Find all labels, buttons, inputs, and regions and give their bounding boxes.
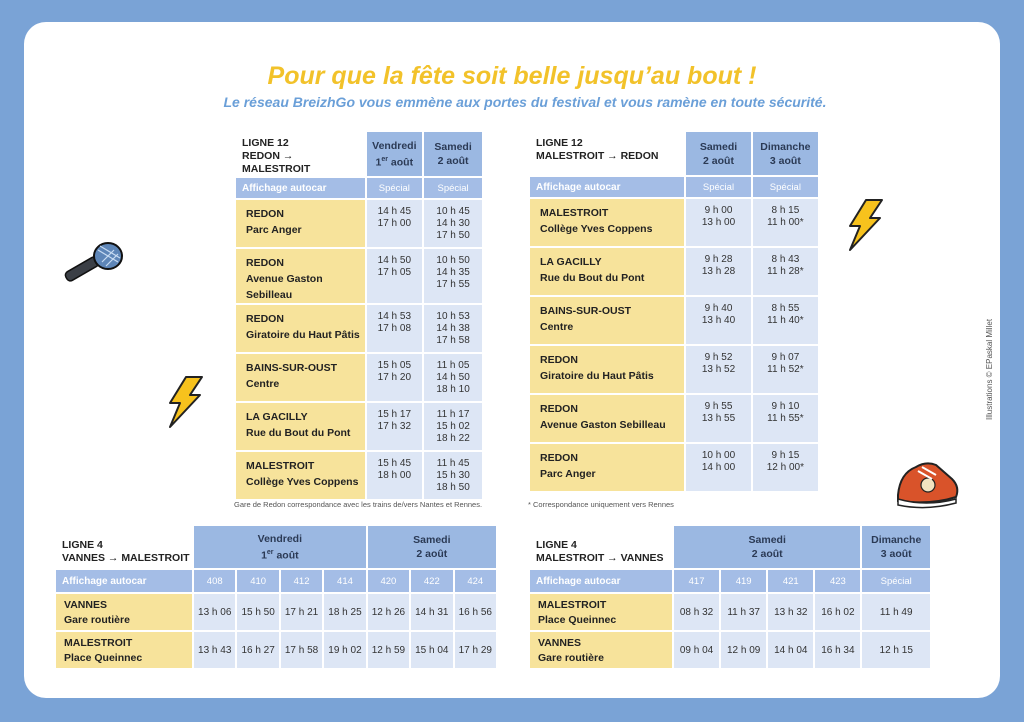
affichage-label: Affichage autocar <box>529 176 685 198</box>
departure-times: 9 h 55 13 h 55 <box>685 394 752 443</box>
table-row <box>235 248 483 304</box>
day-header: Samedi 2 août <box>685 131 752 176</box>
footnote: * Correspondance uniquement vers Rennes <box>528 500 674 509</box>
departure-times: 10 h 00 14 h 00 <box>685 443 752 492</box>
stop-place: Place Queinnec <box>538 614 617 626</box>
departure-time: 19 h 02 <box>323 631 366 669</box>
table-row <box>235 353 483 402</box>
stop-town: LA GACILLY <box>540 256 602 268</box>
table-row <box>529 247 819 296</box>
stop-town: REDON <box>540 452 578 464</box>
table-row <box>235 402 483 451</box>
stop-name <box>235 402 366 451</box>
timetable-ligne4-vannes-malestroit <box>54 524 498 670</box>
stop-place: Place Queinnec <box>64 652 143 664</box>
table-row <box>529 296 819 345</box>
departure-time: 14 h 04 <box>767 631 814 669</box>
stop-name <box>235 451 366 500</box>
departure-time: 15 h 04 <box>410 631 453 669</box>
stop-name <box>235 199 366 248</box>
table-row <box>529 198 819 247</box>
stop-name <box>235 304 366 353</box>
departure-times: 9 h 15 12 h 00* <box>752 443 819 492</box>
footnote: Gare de Redon correspondance avec les trains de/vers Nantes et Rennes. <box>234 500 483 509</box>
timetable-ligne12-redon-malestroit <box>234 130 484 501</box>
departure-times: 8 h 43 11 h 28* <box>752 247 819 296</box>
microphone-icon <box>62 240 132 290</box>
day-header: Dimanche 3 août <box>861 525 931 569</box>
departure-time: 17 h 21 <box>280 593 323 631</box>
table-header-line: LIGNE 4 VANNES → MALESTROIT <box>55 525 193 569</box>
stop-name <box>529 345 685 394</box>
stop-town: BAINS-SUR-OUST <box>246 362 337 374</box>
stop-place: Gare routière <box>64 614 130 626</box>
stop-town: REDON <box>246 313 284 325</box>
table-row <box>529 345 819 394</box>
departure-time: 13 h 06 <box>193 593 236 631</box>
stop-town: MALESTROIT <box>246 460 315 472</box>
stop-place: Collège Yves Coppens <box>540 223 653 235</box>
stop-town: VANNES <box>64 599 107 611</box>
departure-times: 10 h 53 14 h 38 17 h 58 <box>423 304 483 353</box>
page-subtitle: Le réseau BreizhGo vous emmène aux portes du festival et vous ramène en toute sécurité. <box>223 94 827 110</box>
table-row <box>235 199 483 248</box>
departure-times: 9 h 07 11 h 52* <box>752 345 819 394</box>
table-row <box>529 593 931 631</box>
stop-name <box>529 247 685 296</box>
service-code: 414 <box>323 569 366 593</box>
stop-name <box>529 198 685 247</box>
stop-place: Avenue Gaston Sebilleau <box>246 273 323 301</box>
service-code: 417 <box>673 569 720 593</box>
affichage-label: Affichage autocar <box>529 569 673 593</box>
service-code: 419 <box>720 569 767 593</box>
departure-times: 10 h 45 14 h 30 17 h 50 <box>423 199 483 248</box>
departure-times: 8 h 55 11 h 40* <box>752 296 819 345</box>
departure-time: 12 h 59 <box>367 631 410 669</box>
stop-place: Rue du Bout du Pont <box>246 427 351 439</box>
sneaker-icon <box>892 455 962 511</box>
departure-times: 8 h 15 11 h 00* <box>752 198 819 247</box>
service-code: 408 <box>193 569 236 593</box>
stop-name <box>529 443 685 492</box>
service-code: 424 <box>454 569 497 593</box>
stop-place: Avenue Gaston Sebilleau <box>540 419 666 431</box>
illustration-credit: Illustrations © EPaskal Millet <box>985 318 994 420</box>
stop-place: Collège Yves Coppens <box>246 476 359 488</box>
departure-time: 16 h 56 <box>454 593 497 631</box>
departure-times: 9 h 40 13 h 40 <box>685 296 752 345</box>
table-row <box>235 304 483 353</box>
table-header-line: LIGNE 12 REDON → MALESTROIT <box>235 131 366 177</box>
departure-time: 14 h 31 <box>410 593 453 631</box>
stop-name <box>235 353 366 402</box>
stop-town: REDON <box>540 354 578 366</box>
page-title: Pour que la fête soit belle jusqu’au bout ! <box>267 62 757 90</box>
departure-times: 9 h 52 13 h 52 <box>685 345 752 394</box>
stop-place: Rue du Bout du Pont <box>540 272 645 284</box>
table-header-line: LIGNE 4 MALESTROIT → VANNES <box>529 525 673 569</box>
departure-time: 17 h 58 <box>280 631 323 669</box>
stop-town: LA GACILLY <box>246 411 308 423</box>
departure-times: 14 h 45 17 h 00 <box>366 199 424 248</box>
stop-name <box>235 248 366 304</box>
stop-name <box>529 394 685 443</box>
service-code: 420 <box>367 569 410 593</box>
departure-times: 14 h 50 17 h 05 <box>366 248 424 304</box>
stop-place: Centre <box>246 378 280 390</box>
departure-time: 12 h 26 <box>367 593 410 631</box>
departure-time: 09 h 04 <box>673 631 720 669</box>
table-row <box>55 593 497 631</box>
departure-time: 18 h 25 <box>323 593 366 631</box>
stop-place: Giratoire du Haut Pâtis <box>246 329 360 341</box>
stop-name <box>529 593 673 631</box>
departure-time: 16 h 34 <box>814 631 861 669</box>
lightning-icon <box>162 375 204 429</box>
day-header: Vendredi 1er août <box>366 131 424 177</box>
service-code: 412 <box>280 569 323 593</box>
timetable-ligne12-malestroit-redon <box>528 130 820 493</box>
lightning-icon <box>842 198 884 252</box>
departure-time: 15 h 50 <box>236 593 279 631</box>
stop-name <box>529 631 673 669</box>
table-header-line: LIGNE 12 MALESTROIT → REDON <box>529 131 685 176</box>
departure-times: 14 h 53 17 h 08 <box>366 304 424 353</box>
day-header: Samedi 2 août <box>673 525 861 569</box>
service-code: 423 <box>814 569 861 593</box>
departure-time: 08 h 32 <box>673 593 720 631</box>
day-header: Samedi 2 août <box>423 131 483 177</box>
departure-time: 12 h 15 <box>861 631 931 669</box>
departure-times: 11 h 17 15 h 02 18 h 22 <box>423 402 483 451</box>
stop-place: Giratoire du Haut Pâtis <box>540 370 654 382</box>
departure-times: 9 h 00 13 h 00 <box>685 198 752 247</box>
stop-place: Parc Anger <box>540 468 596 480</box>
stop-town: BAINS-SUR-OUST <box>540 305 631 317</box>
service-code: Spécial <box>861 569 931 593</box>
day-header: Vendredi 1er août <box>193 525 367 569</box>
departure-times: 10 h 50 14 h 35 17 h 55 <box>423 248 483 304</box>
departure-time: 17 h 29 <box>454 631 497 669</box>
stop-place: Centre <box>540 321 574 333</box>
affichage-value: Spécial <box>685 176 752 198</box>
stop-town: VANNES <box>538 637 581 649</box>
stop-place: Gare routière <box>538 652 604 664</box>
affichage-label: Affichage autocar <box>235 177 366 199</box>
stop-name <box>55 593 193 631</box>
departure-time: 16 h 02 <box>814 593 861 631</box>
stop-town: REDON <box>246 208 284 220</box>
table-row <box>235 451 483 500</box>
stop-town: MALESTROIT <box>64 637 133 649</box>
stop-town: MALESTROIT <box>538 599 607 611</box>
affichage-label: Affichage autocar <box>55 569 193 593</box>
service-code: 410 <box>236 569 279 593</box>
departure-time: 16 h 27 <box>236 631 279 669</box>
stop-town: MALESTROIT <box>540 207 609 219</box>
table-row <box>55 631 497 669</box>
affichage-value: Spécial <box>752 176 819 198</box>
service-code: 422 <box>410 569 453 593</box>
day-header: Dimanche 3 août <box>752 131 819 176</box>
stop-name <box>529 296 685 345</box>
stop-town: REDON <box>540 403 578 415</box>
departure-time: 12 h 09 <box>720 631 767 669</box>
timetable-ligne4-malestroit-vannes <box>528 524 932 670</box>
departure-time: 11 h 37 <box>720 593 767 631</box>
stop-town: REDON <box>246 257 284 269</box>
departure-times: 9 h 28 13 h 28 <box>685 247 752 296</box>
departure-times: 11 h 05 14 h 50 18 h 10 <box>423 353 483 402</box>
departure-times: 15 h 17 17 h 32 <box>366 402 424 451</box>
departure-times: 9 h 10 11 h 55* <box>752 394 819 443</box>
departure-times: 15 h 45 18 h 00 <box>366 451 424 500</box>
table-row <box>529 394 819 443</box>
table-row <box>529 443 819 492</box>
affichage-value: Spécial <box>423 177 483 199</box>
departure-times: 15 h 05 17 h 20 <box>366 353 424 402</box>
departure-time: 11 h 49 <box>861 593 931 631</box>
affichage-value: Spécial <box>366 177 424 199</box>
service-code: 421 <box>767 569 814 593</box>
stop-place: Parc Anger <box>246 224 302 236</box>
departure-time: 13 h 32 <box>767 593 814 631</box>
departure-times: 11 h 45 15 h 30 18 h 50 <box>423 451 483 500</box>
table-row <box>529 631 931 669</box>
day-header: Samedi 2 août <box>367 525 497 569</box>
departure-time: 13 h 43 <box>193 631 236 669</box>
stop-name <box>55 631 193 669</box>
